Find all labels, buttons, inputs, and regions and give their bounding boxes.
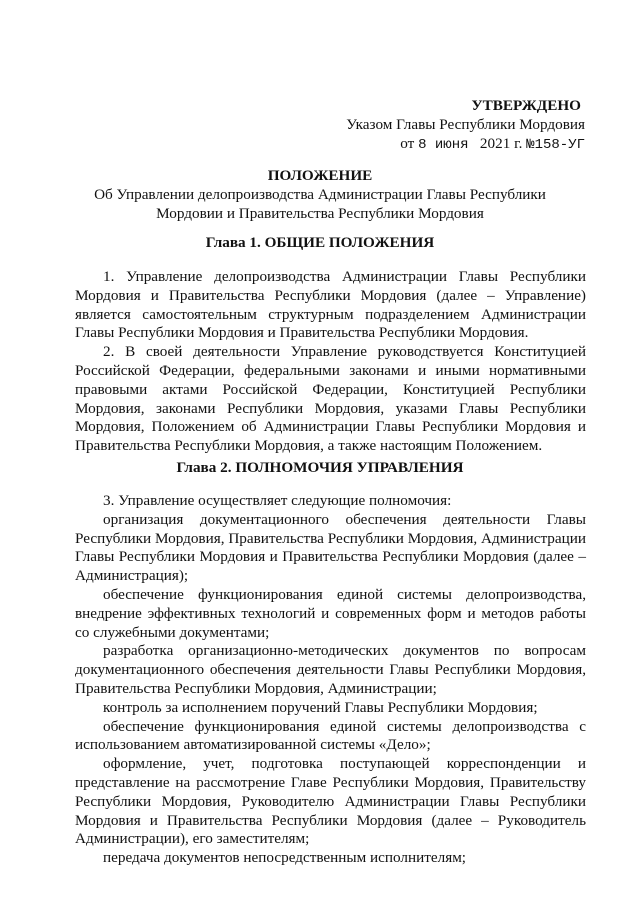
decree-number: №158-УГ bbox=[526, 137, 585, 153]
date-handwritten: 8 июня bbox=[418, 137, 469, 153]
paragraph: обеспечение функционирования единой системы делопроизводства с использованием автоматизированной системы «Дело»; bbox=[75, 717, 586, 754]
chapter1-body bbox=[75, 268, 586, 456]
approval-decree: Указом Главы Республики Мордовия bbox=[346, 116, 585, 133]
paragraph: разработка организационно-методических документов по вопросам документационного обеспечения деятельности Главы Республики Мордовия, Правительства Республики Мордовия, Администрации; bbox=[75, 642, 586, 697]
chapter1-heading: Глава 1. ОБЩИЕ ПОЛОЖЕНИЯ bbox=[205, 234, 435, 251]
approval-date-line bbox=[346, 134, 585, 155]
document-subtitle-line2: Мордовии и Правительства Республики Мордовия bbox=[156, 205, 484, 222]
paragraph: контроль за исполнением поручений Главы Республики Мордовия; bbox=[103, 698, 538, 716]
paragraph: 1. Управление делопроизводства Администрации Главы Республики Мордовия и Правительства Республики Мордовия (далее – Управление) является самостоятельным структурным подразделением Администрации Главы Республики Мордовия и Правительства Республики Мордовия. bbox=[75, 268, 586, 342]
chapter2-body bbox=[75, 492, 586, 868]
document-title-block bbox=[60, 166, 580, 223]
paragraph: обеспечение функционирования единой системы делопроизводства, внедрение эффективных технологий и современных форм и методов работы со служебными документами; bbox=[75, 585, 586, 641]
date-year: 2021 г. bbox=[479, 135, 523, 152]
chapter2-heading: Глава 2. ПОЛНОМОЧИЯ УПРАВЛЕНИЯ bbox=[176, 459, 464, 476]
document-subtitle-line1: Об Управлении делопроизводства Администрации Главы Республики bbox=[94, 186, 546, 203]
paragraph: организация документационного обеспечения деятельности Главы Республики Мордовия, Правительства Республики Мордовия, Администрации Главы Республики Мордовия и Правительства Республики Мордовия (далее – Администрация); bbox=[75, 510, 586, 585]
date-prefix: от bbox=[400, 135, 415, 152]
paragraph: передача документов непосредственным исполнителям; bbox=[103, 849, 467, 867]
paragraph: оформление, учет, подготовка поступающей корреспонденции и представление на рассмотрение Главе Республики Мордовия, Правительству Республики Мордовия, Руководителю Администрации Главы Республики Мордовия и Правительства Республики Мордовия (далее – Руководитель Администрации), его заместителям; bbox=[75, 755, 586, 848]
document-title: ПОЛОЖЕНИЕ bbox=[267, 167, 373, 184]
approval-block bbox=[346, 96, 585, 155]
paragraph: 3. Управление осуществляет следующие полномочия: bbox=[103, 492, 452, 509]
paragraph: 2. В своей деятельности Управление руководствуется Конституцией Российской Федерации, федеральными законами и иными нормативными правовыми актами Российской Федерации, Конституцией Республики Мордовия, законами Республики Мордовия, указами Главы Республики Мордовия, Положением об Администрации Главы Республики Мордовия и Правительства Республики Мордовия, а также настоящим Положением. bbox=[75, 343, 586, 455]
approval-stamp: УТВЕРЖДЕНО bbox=[471, 97, 581, 114]
